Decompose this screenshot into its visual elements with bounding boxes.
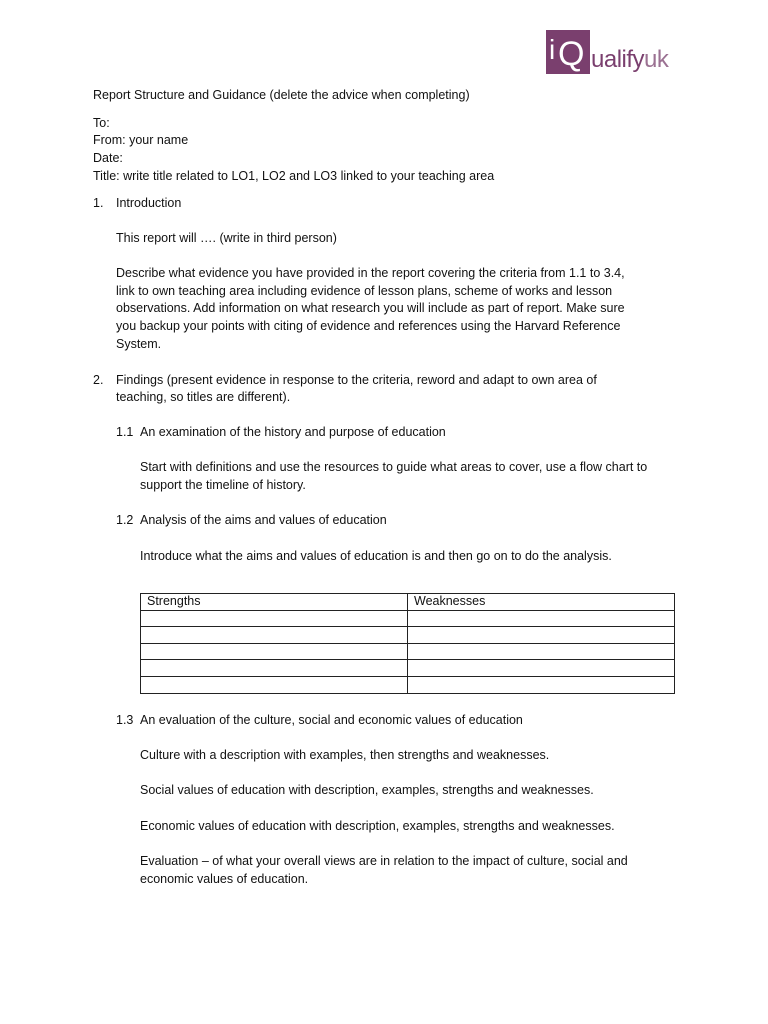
section-1-lead: This report will …. (write in third person) <box>116 231 337 245</box>
section-1-line: observations. Add information on what research you will include as part of report. Make sure <box>116 301 625 315</box>
subsection-1-2-body: Introduce what the aims and values of education is and then go on to do the analysis. <box>140 549 612 563</box>
memo-from: From: your name <box>93 133 189 147</box>
section-1-number: 1. <box>93 196 104 210</box>
table-row <box>141 643 675 660</box>
subsection-1-2-number: 1.2 <box>116 513 134 527</box>
subsection-1-3-social: Social values of education with description, examples, strengths and weaknesses. <box>140 783 594 797</box>
section-2-heading: Findings (present evidence in response to the criteria, reword and adapt to own area of <box>116 373 597 387</box>
section-2-heading: teaching, so titles are different). <box>116 390 291 404</box>
table-cell[interactable] <box>408 643 675 660</box>
section-1-line: link to own teaching area including evidence of lesson plans, scheme of works and lesson <box>116 284 613 298</box>
table-header-row <box>141 594 675 611</box>
memo-title: Title: write title related to LO1, LO2 and LO3 linked to your teaching area <box>93 169 495 183</box>
section-1-heading: Introduction <box>116 196 182 210</box>
logo-mark <box>546 30 590 74</box>
subsection-1-3-number: 1.3 <box>116 713 134 727</box>
table-cell[interactable] <box>141 627 408 644</box>
section-1-line: you backup your points with citing of evidence and references using the Harvard Reference <box>116 319 621 333</box>
subsection-1-1-line: Start with definitions and use the resources to guide what areas to cover, use a flow chart to <box>140 460 648 474</box>
weaknesses-header: Weaknesses <box>408 594 675 611</box>
subsection-1-1-number: 1.1 <box>116 425 134 439</box>
subsection-1-1-line: support the timeline of history. <box>140 478 306 492</box>
table-row <box>141 660 675 677</box>
section-1-line: Describe what evidence you have provided in the report covering the criteria from 1.1 to 3.4, <box>116 266 625 280</box>
strengths-header: Strengths <box>141 594 408 611</box>
table-cell[interactable] <box>141 676 408 693</box>
memo-date: Date: <box>93 151 123 165</box>
table-cell[interactable] <box>408 610 675 627</box>
table-row <box>141 676 675 693</box>
table-row <box>141 627 675 644</box>
subsection-1-3-evaluation: Evaluation – of what your overall views are in relation to the impact of culture, social and <box>140 854 628 868</box>
subsection-1-3-economic: Economic values of education with description, examples, strengths and weaknesses. <box>140 819 615 833</box>
subsection-1-3-evaluation: economic values of education. <box>140 872 309 886</box>
section-2-number: 2. <box>93 373 104 387</box>
table-cell[interactable] <box>408 627 675 644</box>
logo-wordmark <box>591 48 668 72</box>
section-1-line: System. <box>116 337 162 351</box>
subsection-1-3-heading: An evaluation of the culture, social and economic values of education <box>140 713 523 727</box>
subsection-1-1-heading: An examination of the history and purpose of education <box>140 425 446 439</box>
table-cell[interactable] <box>141 643 408 660</box>
table-row <box>141 610 675 627</box>
strengths-weaknesses-table <box>140 593 675 694</box>
table-cell[interactable] <box>408 660 675 677</box>
logo-text-uk: uk <box>644 46 669 73</box>
iqualifyuk-logo <box>546 30 668 74</box>
logo-letter-q: Q <box>558 35 585 73</box>
subsection-1-2-heading: Analysis of the aims and values of education <box>140 513 387 527</box>
logo-letter-i: i <box>549 34 556 65</box>
memo-to: To: <box>93 116 110 130</box>
logo-text-ualify: ualify <box>591 46 645 73</box>
subsection-1-3-culture: Culture with a description with examples, then strengths and weaknesses. <box>140 748 550 762</box>
table-cell[interactable] <box>141 660 408 677</box>
table-cell[interactable] <box>408 676 675 693</box>
document-title: Report Structure and Guidance (delete the advice when completing) <box>93 88 470 102</box>
table-cell[interactable] <box>141 610 408 627</box>
